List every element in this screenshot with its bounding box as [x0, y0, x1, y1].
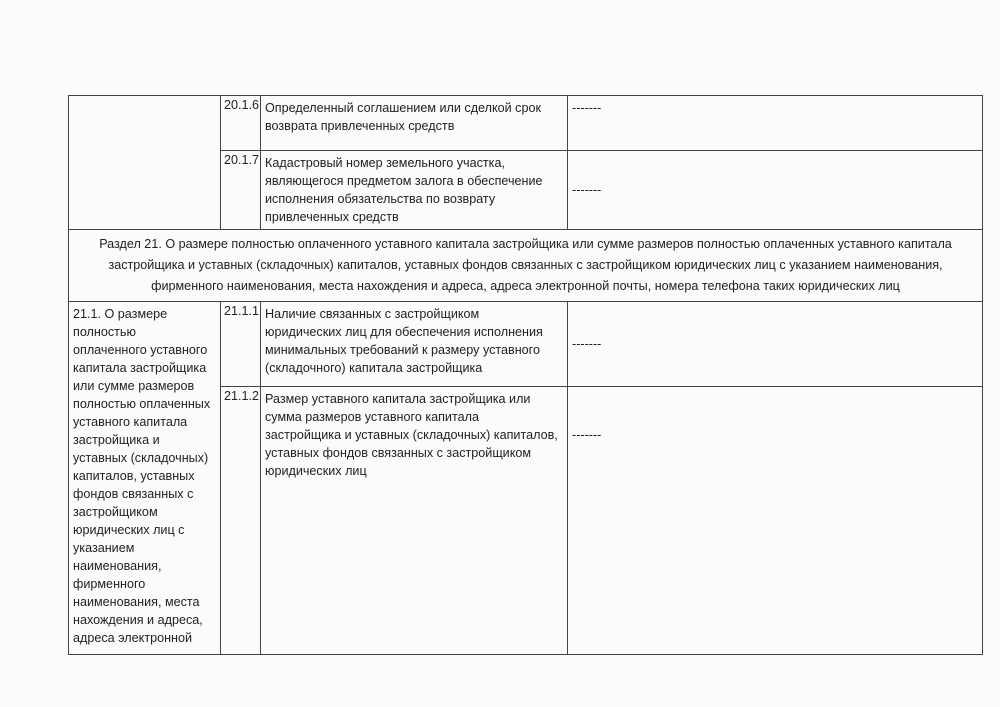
text-line: застройщика и уставных (складочных) капиталов, уставных фондов связанных с застройщиком юридических лиц с указанием наименования,	[108, 258, 943, 272]
group-21-1-label	[69, 302, 221, 655]
text-line: 21.1. О размере	[73, 307, 168, 321]
item-value: -------	[568, 96, 983, 151]
text-line: нахождения и адреса,	[73, 613, 203, 627]
text-line: фирменного	[73, 577, 146, 591]
text-line: Раздел 21. О размере полностью оплаченного уставного капитала застройщика или сумме размеров полностью оплаченных уставного капитала	[99, 237, 952, 251]
text-line: сумма размеров уставного капитала	[265, 410, 479, 424]
text-line: застройщика и	[73, 433, 160, 447]
text-line: уставных фондов связанных с застройщиком	[265, 446, 532, 460]
item-value: -------	[568, 151, 983, 230]
item-number: 20.1.6	[221, 96, 261, 151]
text-line: исполнения обязательства по возврату	[265, 192, 496, 206]
text-line: Размер уставного капитала застройщика или	[265, 392, 531, 406]
text-line: наименования,	[73, 559, 162, 573]
text-line: полностью оплаченных	[73, 397, 211, 411]
text-line: минимальных требований к размеру уставного	[265, 343, 541, 357]
text-line: уставного капитала	[73, 415, 188, 429]
text-line: фирменного наименования, места нахождения и адреса, адреса электронной почты, номера телефона таких юридических лиц	[151, 279, 900, 293]
text-line: являющегося предметом залога в обеспечение	[265, 174, 543, 188]
item-value: -------	[568, 302, 983, 387]
table-row	[69, 96, 983, 151]
text-line: уставных (складочных)	[73, 451, 209, 465]
group-20-1-label-cell	[69, 96, 221, 230]
table-row	[69, 302, 983, 387]
text-line: капиталов, уставных	[73, 469, 195, 483]
text-line: Определенный соглашением или сделкой срок	[265, 101, 541, 115]
text-line: застройщиком	[73, 505, 158, 519]
text-line: Наличие связанных с застройщиком	[265, 307, 480, 321]
item-number: 21.1.1	[221, 302, 261, 387]
item-description	[261, 96, 568, 151]
text-line: фондов связанных с	[73, 487, 194, 501]
text-line: юридических лиц для обеспечения исполнения	[265, 325, 543, 339]
text-line: оплаченного уставного	[73, 343, 208, 357]
text-line: Кадастровый номер земельного участка,	[265, 156, 505, 170]
text-line: наименования, места	[73, 595, 200, 609]
text-line: застройщика и уставных (складочных) капиталов,	[265, 428, 558, 442]
item-value-text: -------	[572, 428, 602, 442]
disclosure-table	[68, 95, 983, 655]
text-line: привлеченных средств	[265, 210, 399, 224]
text-line: юридических лиц	[265, 464, 367, 478]
text-line: возврата привлеченных средств	[265, 119, 455, 133]
text-line: капитала застройщика	[73, 361, 207, 375]
text-line: адреса электронной	[73, 631, 193, 645]
section-header-row	[69, 230, 983, 302]
text-line: юридических лиц с	[73, 523, 185, 537]
item-number: 21.1.2	[221, 387, 261, 655]
item-value	[568, 387, 983, 655]
text-line: указанием	[73, 541, 135, 555]
item-description	[261, 302, 568, 387]
text-line: (складочного) капитала застройщика	[265, 361, 483, 375]
item-number: 20.1.7	[221, 151, 261, 230]
text-line: полностью	[73, 325, 136, 339]
item-description	[261, 151, 568, 230]
section-21-title	[69, 230, 983, 302]
item-description	[261, 387, 568, 655]
text-line: или сумме размеров	[73, 379, 195, 393]
